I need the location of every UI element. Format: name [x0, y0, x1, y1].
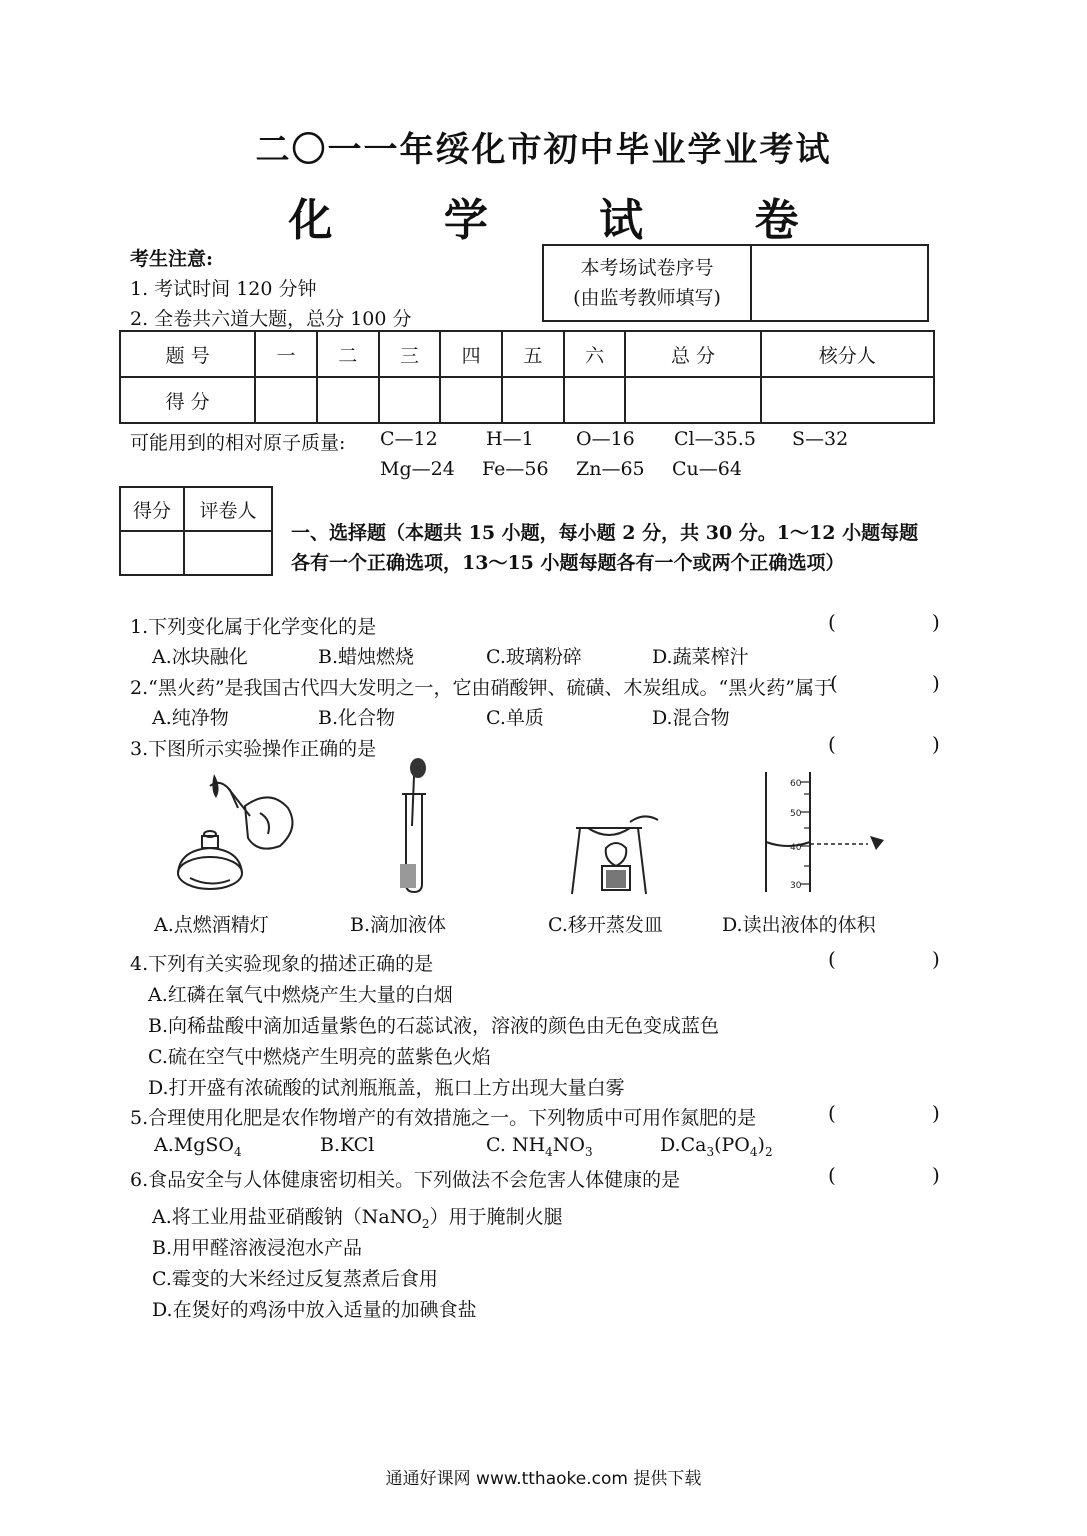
q3-option-b: B.滴加液体 [350, 914, 447, 936]
grader-name-label: 评卷人 [184, 487, 272, 531]
serial-number-box [542, 244, 929, 322]
q2-option-a: A.纯净物 [152, 707, 229, 729]
q1-option-d: D.蔬菜榨汁 [652, 646, 749, 668]
q4-option-a: A.红磷在氧气中燃烧产生大量的白烟 [148, 984, 453, 1006]
cylinder-tick-label: 30 [790, 881, 802, 891]
score-row-label: 得 分 [120, 377, 255, 423]
footer-download-note: 通通好课网 www.tthaoke.com 提供下载 [385, 1469, 702, 1489]
score-entry-cell[interactable] [440, 377, 502, 423]
score-entry-cell[interactable] [502, 377, 564, 423]
score-entry-cell[interactable] [564, 377, 626, 423]
q3-option-a: A.点燃酒精灯 [154, 914, 269, 936]
score-entry-cell[interactable] [255, 377, 317, 423]
section1-heading-line2: 各有一个正确选项，13～15 小题每题各有一个或两个正确选项） [291, 552, 845, 574]
score-header-cell: 核分人 [761, 331, 934, 377]
score-entry-cell[interactable] [761, 377, 934, 423]
answer-paren-left: ( [830, 671, 838, 695]
cylinder-tick-label: 50 [790, 809, 802, 819]
answer-paren-left: ( [828, 1163, 836, 1187]
figure-d-graduated-cylinder [760, 770, 900, 896]
figure-a-alcohol-lamp [150, 768, 310, 898]
q4-option-c: C.硫在空气中燃烧产生明亮的蓝紫色火焰 [148, 1046, 491, 1068]
cylinder-tick-label: 40 [790, 843, 802, 853]
grader-score-cell[interactable] [120, 531, 184, 575]
score-entry-cell[interactable] [317, 377, 379, 423]
notice-line-1: 1. 考试时间 120 分钟 [130, 278, 317, 300]
atomic-mass-item: Zn—65 [576, 458, 645, 480]
q2-stem: 2.“黑火药”是我国古代四大发明之一，它由硝酸钾、硫磺、木炭组成。“黑火药”属于 [130, 677, 833, 699]
score-header-cell: 六 [564, 331, 626, 377]
q5-stem: 5.合理使用化肥是农作物增产的有效措施之一。下列物质中可用作氮肥的是 [130, 1107, 757, 1129]
answer-paren-right: ) [932, 1101, 940, 1125]
q5-option-a: A.MgSO$_4$ [154, 1134, 242, 1159]
serial-hint: (由监考教师填写) [573, 287, 721, 309]
q5-option-c: C. $NH_4NO_3$ [486, 1134, 593, 1159]
q2-option-c: C.单质 [486, 707, 544, 729]
score-entry-cell[interactable] [379, 377, 441, 423]
exam-title: 二〇一一年绥化市初中毕业学业考试 [255, 130, 832, 170]
q6-option-a: A.将工业用盐亚硝酸钠（NaNO$_2$）用于腌制火腿 [152, 1206, 563, 1231]
score-header-cell: 一 [255, 331, 317, 377]
score-header-cell: 二 [317, 331, 379, 377]
paper-subtitle: 化 学 试 卷 [288, 195, 847, 246]
q3-option-c: C.移开蒸发皿 [548, 914, 663, 936]
score-header-cell: 五 [502, 331, 564, 377]
serial-label: 本考场试卷序号 [580, 257, 714, 279]
atomic-mass-item: S—32 [792, 428, 849, 450]
cylinder-tick-label: 60 [790, 779, 802, 789]
score-header-cell: 题 号 [120, 331, 255, 377]
serial-value-cell[interactable] [751, 245, 928, 321]
q4-stem: 4.下列有关实验现象的描述正确的是 [130, 953, 434, 975]
answer-paren-right: ) [932, 947, 940, 971]
section1-heading-line1: 一、选择题（本题共 15 小题，每小题 2 分，共 30 分。1～12 小题每题 [291, 522, 919, 544]
answer-paren-right: ) [932, 671, 940, 695]
notice-heading: 考生注意: [130, 248, 214, 270]
atomic-mass-label: 可能用到的相对原子质量: [130, 432, 346, 454]
q3-stem: 3.下图所示实验操作正确的是 [130, 738, 377, 760]
atomic-mass-item: Cl—35.5 [674, 428, 756, 450]
q6-stem: 6.食品安全与人体健康密切相关。下列做法不会危害人体健康的是 [130, 1169, 681, 1191]
score-table [119, 330, 935, 424]
answer-paren-right: ) [932, 732, 940, 756]
q5-option-d: $D.Ca_3(PO_4)_2$ [660, 1134, 773, 1159]
q3-option-d: D.读出液体的体积 [722, 914, 876, 936]
q5-option-b: B.KCl [320, 1134, 375, 1156]
q1-stem: 1.下列变化属于化学变化的是 [130, 616, 377, 638]
q4-option-d: D.打开盛有浓硫酸的试剂瓶瓶盖，瓶口上方出现大量白雾 [148, 1077, 625, 1099]
q2-option-b: B.化合物 [318, 707, 396, 729]
atomic-mass-item: Fe—56 [482, 458, 549, 480]
answer-paren-left: ( [828, 732, 836, 756]
figure-c-evaporating-dish [566, 808, 666, 898]
answer-paren-left: ( [828, 610, 836, 634]
score-entry-cell[interactable] [625, 377, 760, 423]
answer-paren-left: ( [828, 1101, 836, 1125]
q1-option-a: A.冰块融化 [152, 646, 248, 668]
answer-paren-right: ) [932, 1163, 940, 1187]
q6-option-d: D.在煲好的鸡汤中放入适量的加碘食盐 [152, 1299, 477, 1321]
grader-score-label: 得分 [120, 487, 184, 531]
atomic-mass-item: Cu—64 [672, 458, 742, 480]
q1-option-c: C.玻璃粉碎 [486, 646, 582, 668]
q6-option-b: B.用甲醛溶液浸泡水产品 [152, 1237, 363, 1259]
score-header-cell: 四 [440, 331, 502, 377]
q6-option-c: C.霉变的大米经过反复蒸煮后食用 [152, 1268, 438, 1290]
q1-option-b: B.蜡烛燃烧 [318, 646, 415, 668]
serial-label-cell [543, 245, 751, 321]
answer-paren-right: ) [932, 610, 940, 634]
answer-paren-left: ( [828, 947, 836, 971]
atomic-mass-item: O—16 [576, 428, 635, 450]
q2-option-d: D.混合物 [652, 707, 730, 729]
score-header-cell: 三 [379, 331, 441, 377]
notice-line-2: 2. 全卷共六道大题，总分 100 分 [130, 308, 412, 330]
grader-box [119, 486, 273, 576]
grader-name-cell[interactable] [184, 531, 272, 575]
atomic-mass-item: Mg—24 [380, 458, 455, 480]
q4-option-b: B.向稀盐酸中滴加适量紫色的石蕊试液，溶液的颜色由无色变成蓝色 [148, 1015, 720, 1037]
score-header-cell: 总 分 [625, 331, 760, 377]
atomic-mass-item: H—1 [486, 428, 534, 450]
atomic-mass-item: C—12 [380, 428, 438, 450]
figure-b-dropper [390, 756, 450, 898]
